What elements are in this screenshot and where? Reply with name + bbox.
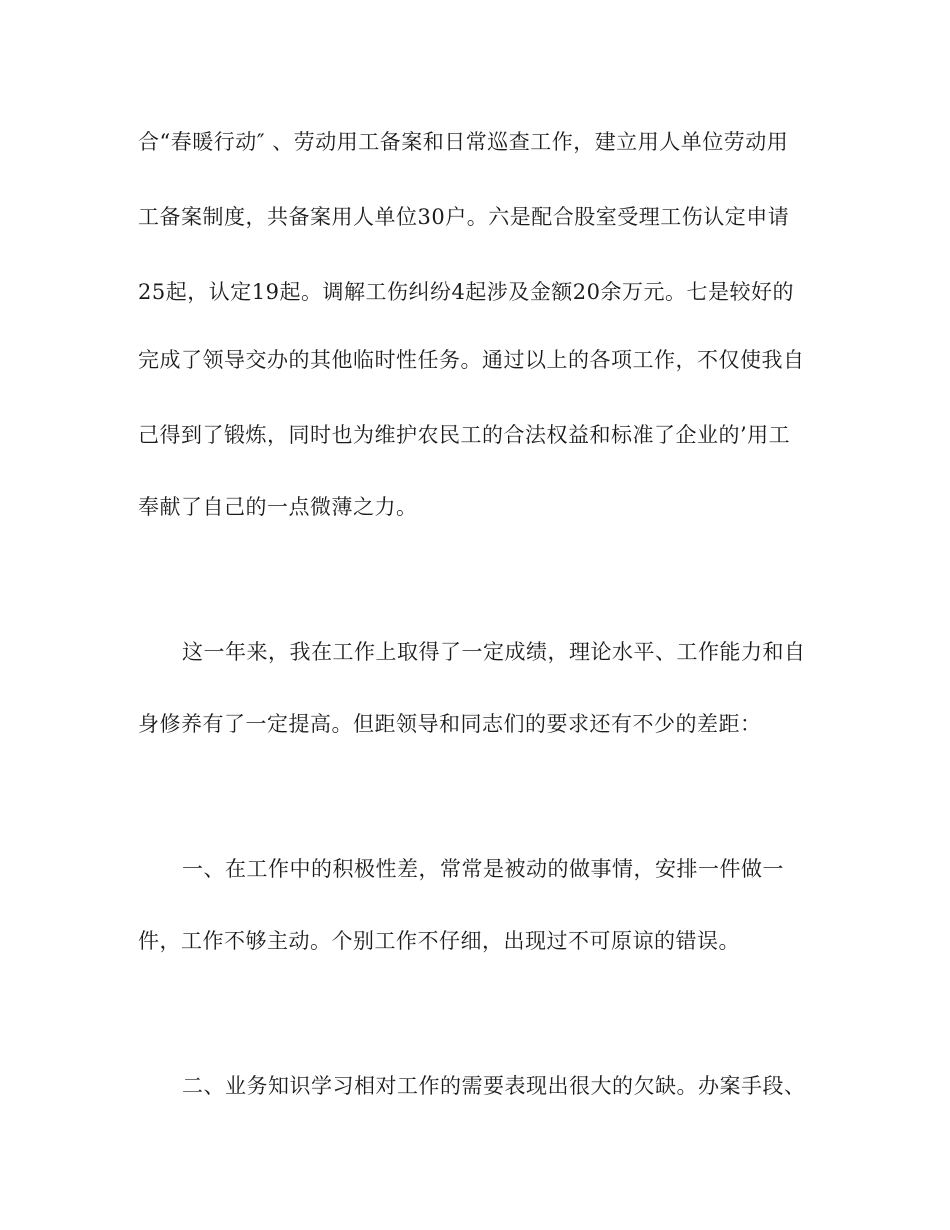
paragraph-4-line-1: 二、业务知识学习相对工作的需要表现出很大的欠缺。办案手段、 [182,1074,806,1098]
paragraph-1-line-6: 奉献了自己的一点微薄之力。 [138,495,418,519]
paragraph-2-line-1: 这一年来，我在工作上取得了一定成绩，理论水平、工作能力和自 [182,640,806,664]
paragraph-1-line-1: 合“春暖行动″ 、劳动用工备案和日常巡查工作，建立用人单位劳动用 [138,130,789,154]
paragraph-1-line-5: 己得到了锻炼，同时也为维护农民工的合法权益和标准了企业的’用工 [138,423,791,447]
paragraph-1-line-4: 完成了领导交办的其他临时性任务。通过以上的各项工作，不仅使我自 [138,348,805,372]
paragraph-2-line-2: 身修养有了一定提高。但距领导和同志们的要求还有不少的差距： [138,712,762,736]
paragraph-3-line-1: 一、在工作中的积极性差，常常是被动的做事情，安排一件做一 [182,857,784,881]
paragraph-1-line-2: 工备案制度，共备案用人单位30户。六是配合股室受理工伤认定申请 [138,205,790,229]
paragraph-1-line-3: 25起，认定19起。调解工伤纠纷4起涉及金额20余万元。七是较好的 [138,280,795,304]
paragraph-3-line-2: 件，工作不够主动。个别工作不仔细，出现过不可原谅的错误。 [138,929,740,953]
